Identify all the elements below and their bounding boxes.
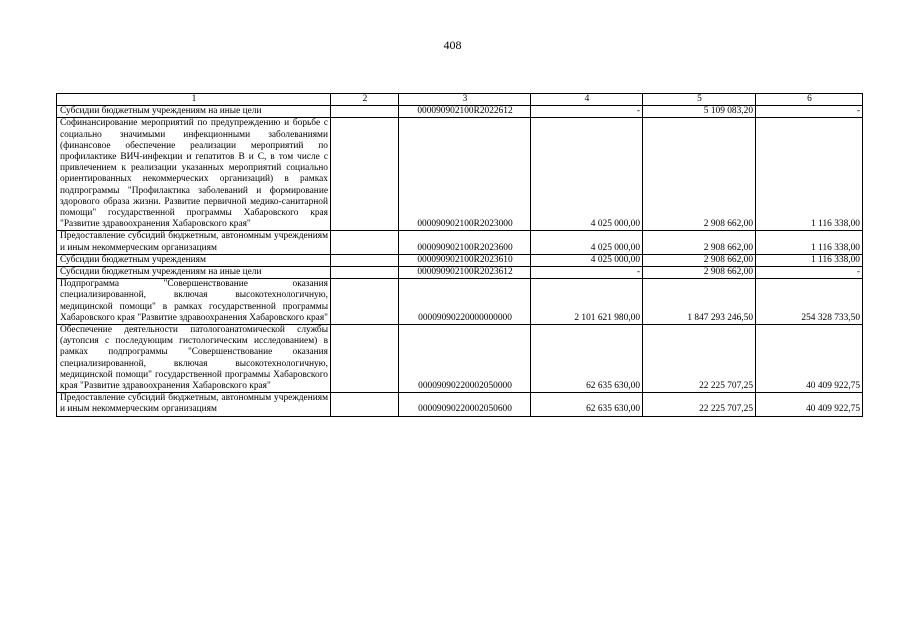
row-value-4: - [531, 267, 643, 279]
table-row [57, 106, 863, 118]
table-row [57, 267, 863, 279]
row-value-5: 2 908 662,00 [643, 254, 756, 266]
table-header-row [57, 94, 863, 106]
row-name: Предоставление субсидий бюджетным, автономным учреждениям и иным некоммерческим организациям [57, 231, 331, 254]
row-code: 000090902100R2023600 [399, 231, 531, 254]
row-col2 [331, 254, 399, 266]
row-code: 00009090220002050000 [399, 325, 531, 393]
row-value-5: 2 908 662,00 [643, 267, 756, 279]
row-value-6: - [756, 267, 863, 279]
row-value-6: 40 409 922,75 [756, 325, 863, 393]
row-code: 000090902100R2022612 [399, 106, 531, 118]
row-col2 [331, 106, 399, 118]
row-code: 000090902100R2023000 [399, 118, 531, 231]
row-name: Софинансирование мероприятий по предупреждению и борьбе с социально значимыми инфекционными заболеваниями (финансовое обеспечение реализации мероприятий по профилактике ВИЧ-инфекции и гепатитов В и С, в том числе с привлечением к реализации указанных мероприятий социально ориентированных некоммерческих организаций) в рамках подпрограммы "Профилактика заболеваний и формирование здорового образа жизни. Развитие первичной медико-санитарной помощи" государственной программы Хабаровского края "Развитие здравоохранения Хабаровского края" [57, 118, 331, 231]
row-name: Субсидии бюджетным учреждениям [57, 254, 331, 266]
row-value-6: 40 409 922,75 [756, 393, 863, 416]
row-value-4: 4 025 000,00 [531, 118, 643, 231]
table-row [57, 279, 863, 325]
row-value-6: - [756, 106, 863, 118]
table-row [57, 393, 863, 416]
row-value-5: 22 225 707,25 [643, 393, 756, 416]
row-code: 000090902100R2023612 [399, 267, 531, 279]
row-value-6: 254 328 733,50 [756, 279, 863, 325]
page-number: 408 [443, 38, 462, 52]
row-name: Подпрограмма "Совершенствование оказания специализированной, включая высокотехнологичную, медицинской помощи" в рамках государственной программы Хабаровского края "Развитие здравоохранения Хабаровского края" [57, 279, 331, 325]
table-row [57, 231, 863, 254]
row-value-4: 62 635 630,00 [531, 393, 643, 416]
row-value-5: 22 225 707,25 [643, 325, 756, 393]
row-col2 [331, 325, 399, 393]
row-value-4: 62 635 630,00 [531, 325, 643, 393]
row-col2 [331, 267, 399, 279]
row-value-5: 5 109 083,20 [643, 106, 756, 118]
row-value-4: - [531, 106, 643, 118]
column-header: 1 [57, 94, 331, 106]
table-row [57, 254, 863, 266]
row-code: 00009090220002050600 [399, 393, 531, 416]
column-header: 4 [531, 94, 643, 106]
row-col2 [331, 393, 399, 416]
row-value-5: 2 908 662,00 [643, 118, 756, 231]
budget-table [56, 93, 863, 417]
row-col2 [331, 118, 399, 231]
row-col2 [331, 279, 399, 325]
row-name: Предоставление субсидий бюджетным, автономным учреждениям и иным некоммерческим организациям [57, 393, 331, 416]
row-value-4: 4 025 000,00 [531, 254, 643, 266]
row-value-6: 1 116 338,00 [756, 231, 863, 254]
row-name: Субсидии бюджетным учреждениям на иные цели [57, 267, 331, 279]
row-value-4: 4 025 000,00 [531, 231, 643, 254]
row-value-5: 2 908 662,00 [643, 231, 756, 254]
column-header: 2 [331, 94, 399, 106]
row-name: Обеспечение деятельности патологоанатомической службы (аутопсия с последующим гистологическим исследованием) в рамках подпрограммы "Совершенствование оказания специализированной, включая высокотехнологичную, медицинской помощи" государственной программы Хабаровского края "Развитие здравоохранения Хабаровского края" [57, 325, 331, 393]
row-value-6: 1 116 338,00 [756, 118, 863, 231]
row-value-6: 1 116 338,00 [756, 254, 863, 266]
row-code: 00009090220000000000 [399, 279, 531, 325]
row-col2 [331, 231, 399, 254]
row-code: 000090902100R2023610 [399, 254, 531, 266]
row-value-5: 1 847 293 246,50 [643, 279, 756, 325]
column-header: 3 [399, 94, 531, 106]
row-value-4: 2 101 621 980,00 [531, 279, 643, 325]
row-name: Субсидии бюджетным учреждениям на иные цели [57, 106, 331, 118]
table-row [57, 325, 863, 393]
column-header: 5 [643, 94, 756, 106]
table-row [57, 118, 863, 231]
column-header: 6 [756, 94, 863, 106]
